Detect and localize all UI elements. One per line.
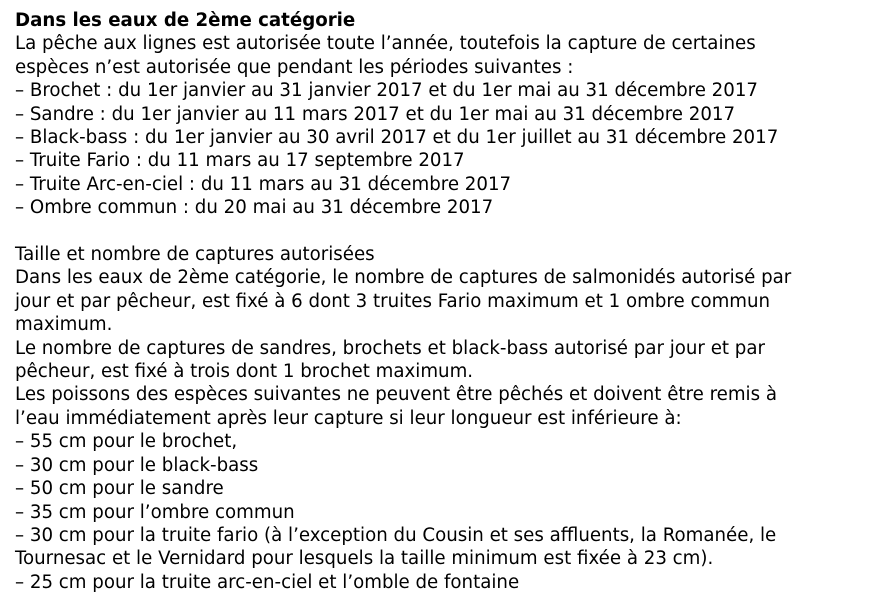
period-ombre-commun: – Ombre commun : du 20 mai au 31 décembre 2017 bbox=[15, 197, 494, 219]
intro-line: espèces n’est autorisée que pendant les périodes suivantes : bbox=[15, 56, 574, 78]
period-brochet: – Brochet : du 1er janvier au 31 janvier 2017 et du 1er mai au 31 décembre 2017 bbox=[15, 80, 758, 102]
period-black-bass: – Black-bass : du 1er janvier au 30 avril 2017 et du 1er juillet au 31 décembre 2017 bbox=[15, 127, 779, 149]
size-brochet: – 55 cm pour le brochet, bbox=[15, 431, 238, 453]
size-truite-fario-continued: Tournesac et le Vernidard pour lesquels la taille minimum est fixée à 23 cm). bbox=[15, 548, 714, 570]
size-sandre: – 50 cm pour le sandre bbox=[15, 478, 224, 500]
size-truite-arc-en-ciel: – 25 cm pour la truite arc-en-ciel et l’omble de fontaine bbox=[15, 571, 520, 593]
paragraph-gap bbox=[15, 220, 875, 243]
salmonid-limit-line: jour et par pêcheur, est fixé à 6 dont 3 truites Fario maximum et 1 ombre commun bbox=[15, 290, 771, 312]
section-heading: Dans les eaux de 2ème catégorie bbox=[15, 10, 356, 31]
salmonid-limit-line: maximum. bbox=[15, 314, 113, 336]
period-sandre: – Sandre : du 1er janvier au 11 mars 2017 et du 1er mai au 31 décembre 2017 bbox=[15, 103, 736, 125]
predator-limit-line: pêcheur, est fixé à trois dont 1 brochet maximum. bbox=[15, 361, 474, 383]
minimum-size-intro-line: Les poissons des espèces suivantes ne peuvent être pêchés et doivent être remis à bbox=[15, 384, 778, 406]
minimum-size-intro-line: l’eau immédiatement après leur capture si leur longueur est inférieure à: bbox=[15, 407, 682, 429]
size-black-bass: – 30 cm pour le black-bass bbox=[15, 454, 259, 476]
subsection-title: Taille et nombre de captures autorisées bbox=[15, 244, 375, 266]
size-truite-fario: – 30 cm pour la truite fario (à l’exception du Cousin et ses affluents, la Romanée, le bbox=[15, 524, 777, 546]
salmonid-limit-line: Dans les eaux de 2ème catégorie, le nombre de captures de salmonidés autorisé par bbox=[15, 267, 792, 289]
predator-limit-line: Le nombre de captures de sandres, brochets et black-bass autorisé par jour et par bbox=[15, 337, 765, 359]
size-ombre-commun: – 35 cm pour l’ombre commun bbox=[15, 501, 295, 523]
period-truite-arc-en-ciel: – Truite Arc-en-ciel : du 11 mars au 31 décembre 2017 bbox=[15, 173, 512, 195]
period-truite-fario: – Truite Fario : du 11 mars au 17 septembre 2017 bbox=[15, 150, 465, 172]
intro-line: La pêche aux lignes est autorisée toute l’année, toutefois la capture de certaines bbox=[15, 33, 756, 55]
